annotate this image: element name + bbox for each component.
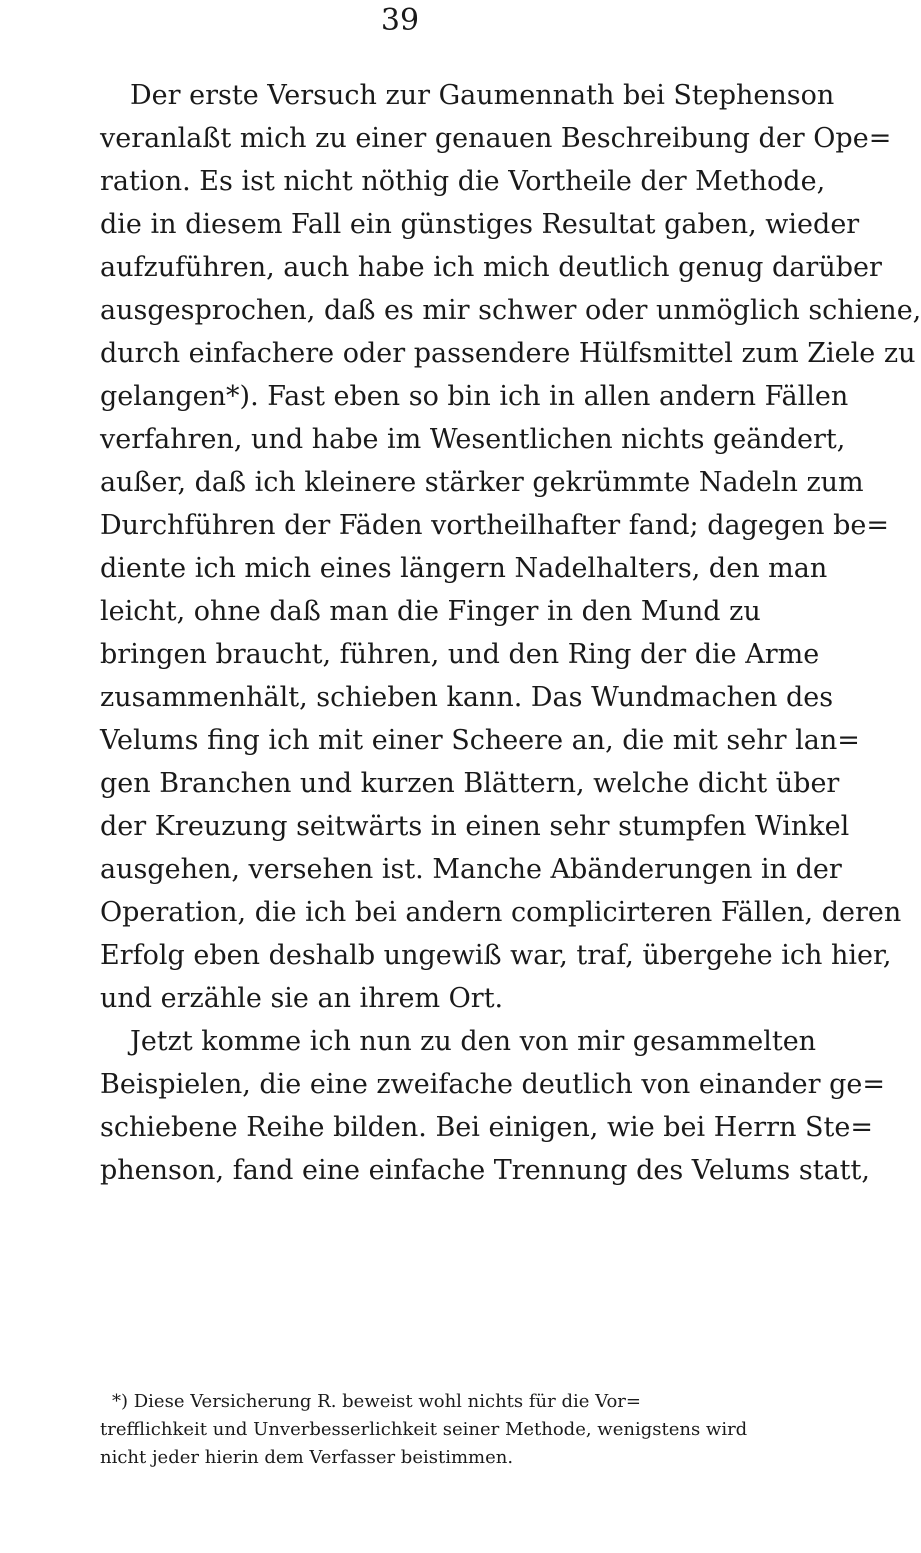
footnote-line: *) Diese Versicherung R. beweist wohl nichts für die Vor= [112,1391,641,1412]
text-line: Jetzt komme ich nun zu den von mir gesammelten [130,1026,817,1057]
text-line: schiebene Reihe bilden. Bei einigen, wie bei Herrn Ste= [100,1112,873,1143]
text-line: Operation, die ich bei andern complicirteren Fällen, deren [100,897,902,928]
text-line: bringen braucht, führen, und den Ring der die Arme [100,639,820,670]
text-line: diente ich mich eines längern Nadelhalters, den man [100,553,828,584]
footnote-line: nicht jeder hierin dem Verfasser beistimmen. [100,1447,514,1468]
text-line: ration. Es ist nicht nöthig die Vortheile der Methode, [100,166,826,197]
text-line: Velums fing ich mit einer Scheere an, die mit sehr lan= [100,725,860,756]
text-line: zusammenhält, schieben kann. Das Wundmachen des [100,682,834,713]
text-line: Erfolg eben deshalb ungewiß war, traf, übergehe ich hier, [100,940,892,971]
paragraph-1 [100,74,921,1020]
text-line: phenson, fand eine einfache Trennung des Velums statt, [100,1155,870,1186]
text-line: Der erste Versuch zur Gaumennath bei Stephenson [130,80,835,111]
text-line: verfahren, und habe im Wesentlichen nichts geändert, [100,424,846,455]
text-line: leicht, ohne daß man die Finger in den Mund zu [100,596,761,627]
text-line: aufzuführen, auch habe ich mich deutlich genug darüber [100,252,882,283]
text-line: und erzähle sie an ihrem Ort. [100,983,504,1014]
text-line: außer, daß ich kleinere stärker gekrümmte Nadeln zum [100,467,864,498]
text-line: Durchführen der Fäden vortheilhafter fand; dagegen be= [100,510,889,541]
text-line: Beispielen, die eine zweifache deutlich von einander ge= [100,1069,886,1100]
footnote-line: trefflichkeit und Unverbesserlichkeit seiner Methode, wenigstens wird [100,1419,748,1440]
paragraph-2 [100,1020,886,1192]
page-number: 39 [380,3,420,38]
text-line: veranlaßt mich zu einer genauen Beschreibung der Ope= [100,123,892,154]
text-line: durch einfachere oder passendere Hülfsmittel zum Ziele zu [100,338,916,369]
main-text [100,74,921,1192]
text-line: ausgehen, versehen ist. Manche Abänderungen in der [100,854,842,885]
text-line: die in diesem Fall ein günstiges Resultat gaben, wieder [100,209,860,240]
text-line: gen Branchen und kurzen Blättern, welche dicht über [100,768,840,799]
text-line: der Kreuzung seitwärts in einen sehr stumpfen Winkel [100,811,850,842]
text-line: ausgesprochen, daß es mir schwer oder unmöglich schiene, [100,295,921,326]
text-line: gelangen*). Fast eben so bin ich in allen andern Fällen [100,381,849,412]
footnote [100,1388,760,1472]
